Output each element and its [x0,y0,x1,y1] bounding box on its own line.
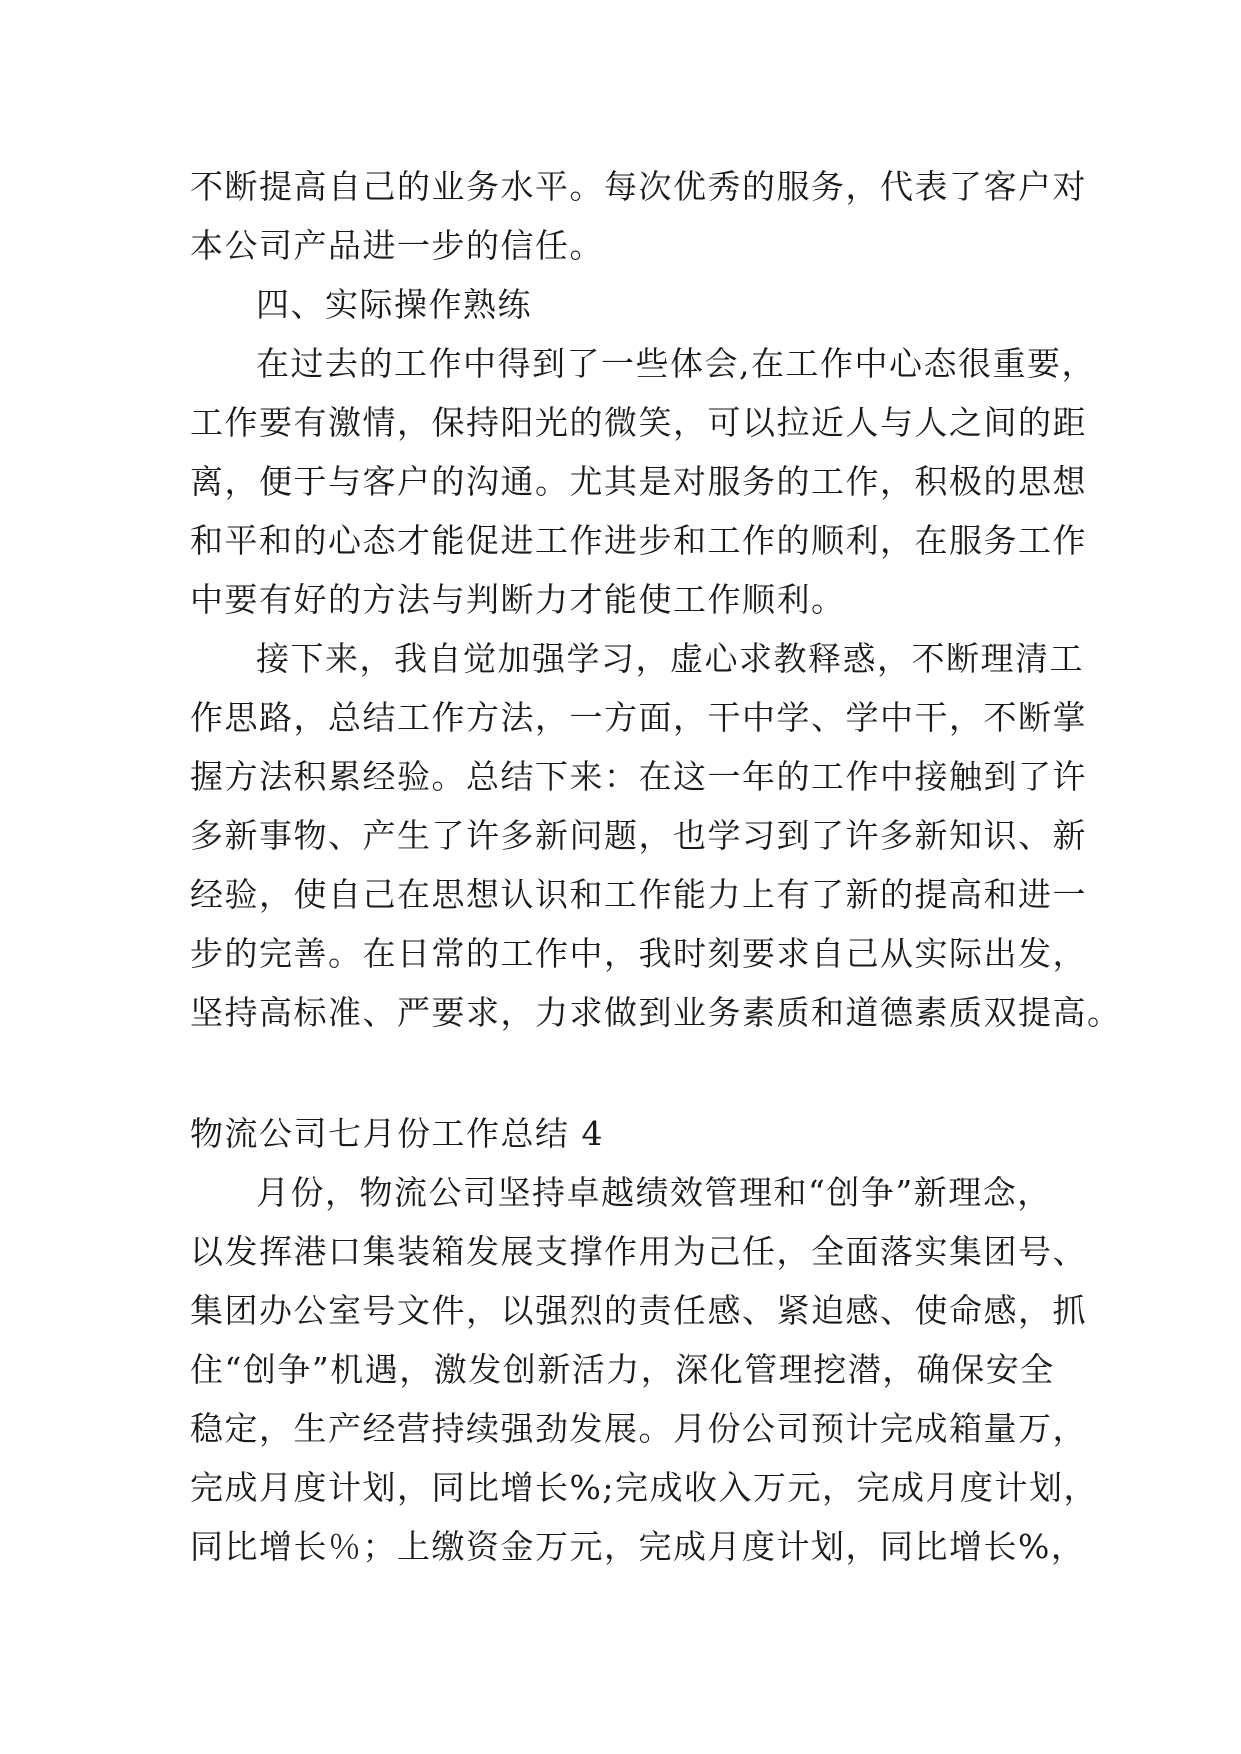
text-line: 在过去的工作中得到了一些体会,在工作中心态很重要， [256,344,1096,383]
text-line: 离，便于与客户的沟通。尤其是对服务的工作，积极的思想 [190,462,1087,501]
paragraph-experience [190,334,1096,629]
text-line: 完成月度计划，同比增长%;完成收入万元，完成月度计划， [190,1468,1098,1507]
text-line: 作思路，总结工作方法，一方面，干中学、学中干，不断掌 [190,698,1087,737]
paragraph-july-summary [190,1163,1098,1576]
text-line: 和平和的心态才能促进工作进步和工作的顺利，在服务工作 [190,521,1087,560]
text-line: 中要有好的方法与判断力才能使工作顺利。 [190,580,846,619]
text-line: 集团办公室号文件，以强烈的责任感、紧迫感、使命感，抓 [190,1291,1087,1330]
text-line: 经验，使自己在思想认识和工作能力上有了新的提高和进一 [190,875,1087,914]
text-line: 月份，物流公司坚持卓越绩效管理和“创争”新理念， [256,1173,1052,1212]
document-body [190,157,1122,1576]
paragraph-next-steps [190,629,1122,1042]
text-line: 同比增长％；上缴资金万元，完成月度计划，同比增长%， [190,1527,1086,1566]
text-line: 握方法积累经验。总结下来：在这一年的工作中接触到了许 [190,757,1087,796]
text-line: 以发挥港口集装箱发展支撑作用为己任，全面落实集团号、 [190,1232,1087,1271]
text-line: 坚持高标准、严要求，力求做到业务素质和道德素质双提高。 [190,993,1122,1032]
section-spacer [190,1042,1070,1104]
paragraph-service-continued [190,157,1087,275]
text-line: 工作要有激情，保持阳光的微笑，可以拉近人与人之间的距 [190,403,1087,442]
text-line: 接下来，我自觉加强学习，虚心求教释惑，不断理清工 [256,639,1084,678]
text-line: 住“创争”机遇，激发创新活力，深化管理挖潜，确保安全 [190,1350,1055,1389]
text-line: 步的完善。在日常的工作中，我时刻要求自己从实际出发， [190,934,1087,973]
section-title: 物流公司七月份工作总结 4 [190,1114,604,1153]
text-line: 多新事物、产生了许多新问题，也学习到了许多新知识、新 [190,816,1087,855]
text-line: 稳定，生产经营持续强劲发展。月份公司预计完成箱量万， [190,1409,1087,1448]
text-line: 本公司产品进一步的信任。 [190,226,604,265]
text-line: 不断提高自己的业务水平。每次优秀的服务，代表了客户对 [190,167,1087,206]
heading-practical-operation: 四、实际操作熟练 [256,285,532,324]
